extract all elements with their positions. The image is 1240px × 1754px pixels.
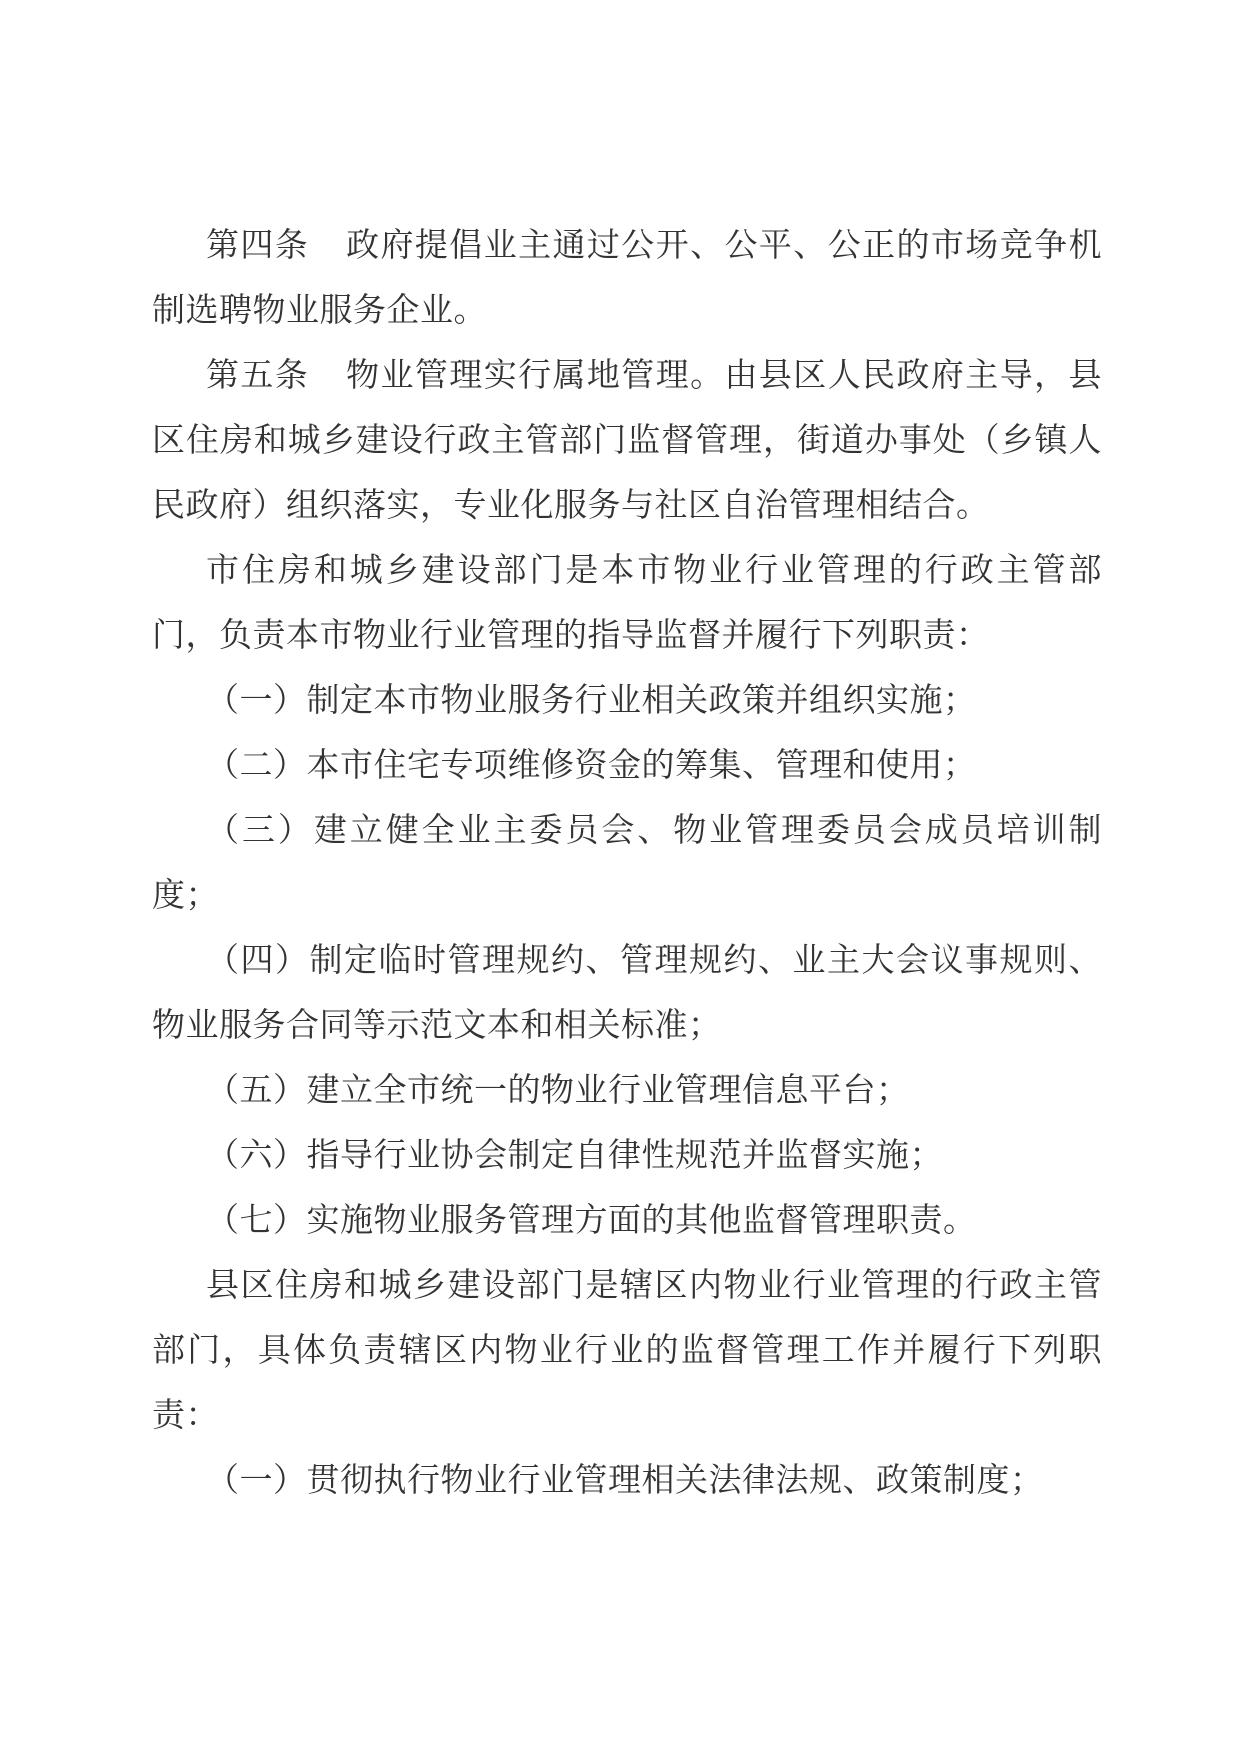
city-duty-item: （七）实施物业服务管理方面的其他监督管理职责。 <box>206 1200 977 1239</box>
article-4-label: 第四条 <box>206 225 310 264</box>
county-duties-intro: 县区住房和城乡建设部门是辖区内物业行业管理的行政主管部门，具体负责辖区内物业行业的监督管理工作并履行下列职责： <box>152 1265 1102 1434</box>
city-duty-item: （六）指导行业协会制定自律性规范并监督实施； <box>206 1135 943 1174</box>
article-4-paragraph <box>152 212 1102 342</box>
city-duty-item: （五）建立全市统一的物业行业管理信息平台； <box>206 1070 910 1109</box>
article-5-text: 物业管理实行属地管理。由县区人民政府主导，县区住房和城乡建设行政主管部门监督管理，街道办事处（乡镇人民政府）组织落实，专业化服务与社区自治管理相结合。 <box>152 355 1103 524</box>
document-body <box>152 212 1102 1512</box>
city-duties-intro: 市住房和城乡建设部门是本市物业行业管理的行政主管部门，负责本市物业行业管理的指导监督并履行下列职责： <box>152 550 1102 654</box>
article-5-label: 第五条 <box>206 355 310 394</box>
city-duty-item: （一）制定本市物业服务行业相关政策并组织实施； <box>206 680 977 719</box>
article-5-paragraph <box>152 342 1102 537</box>
county-duty-item: （一）贯彻执行物业行业管理相关法律法规、政策制度； <box>206 1460 1044 1499</box>
article-4-text: 政府提倡业主通过公开、公平、公正的市场竞争机制选聘物业服务企业。 <box>152 225 1103 329</box>
city-duty-item: （二）本市住宅专项维修资金的筹集、管理和使用； <box>206 745 977 784</box>
city-duty-item: （四）制定临时管理规约、管理规约、业主大会议事规则、物业服务合同等示范文本和相关标准； <box>152 940 1102 1044</box>
city-duty-item: （三）建立健全业主委员会、物业管理委员会成员培训制度； <box>152 810 1102 914</box>
